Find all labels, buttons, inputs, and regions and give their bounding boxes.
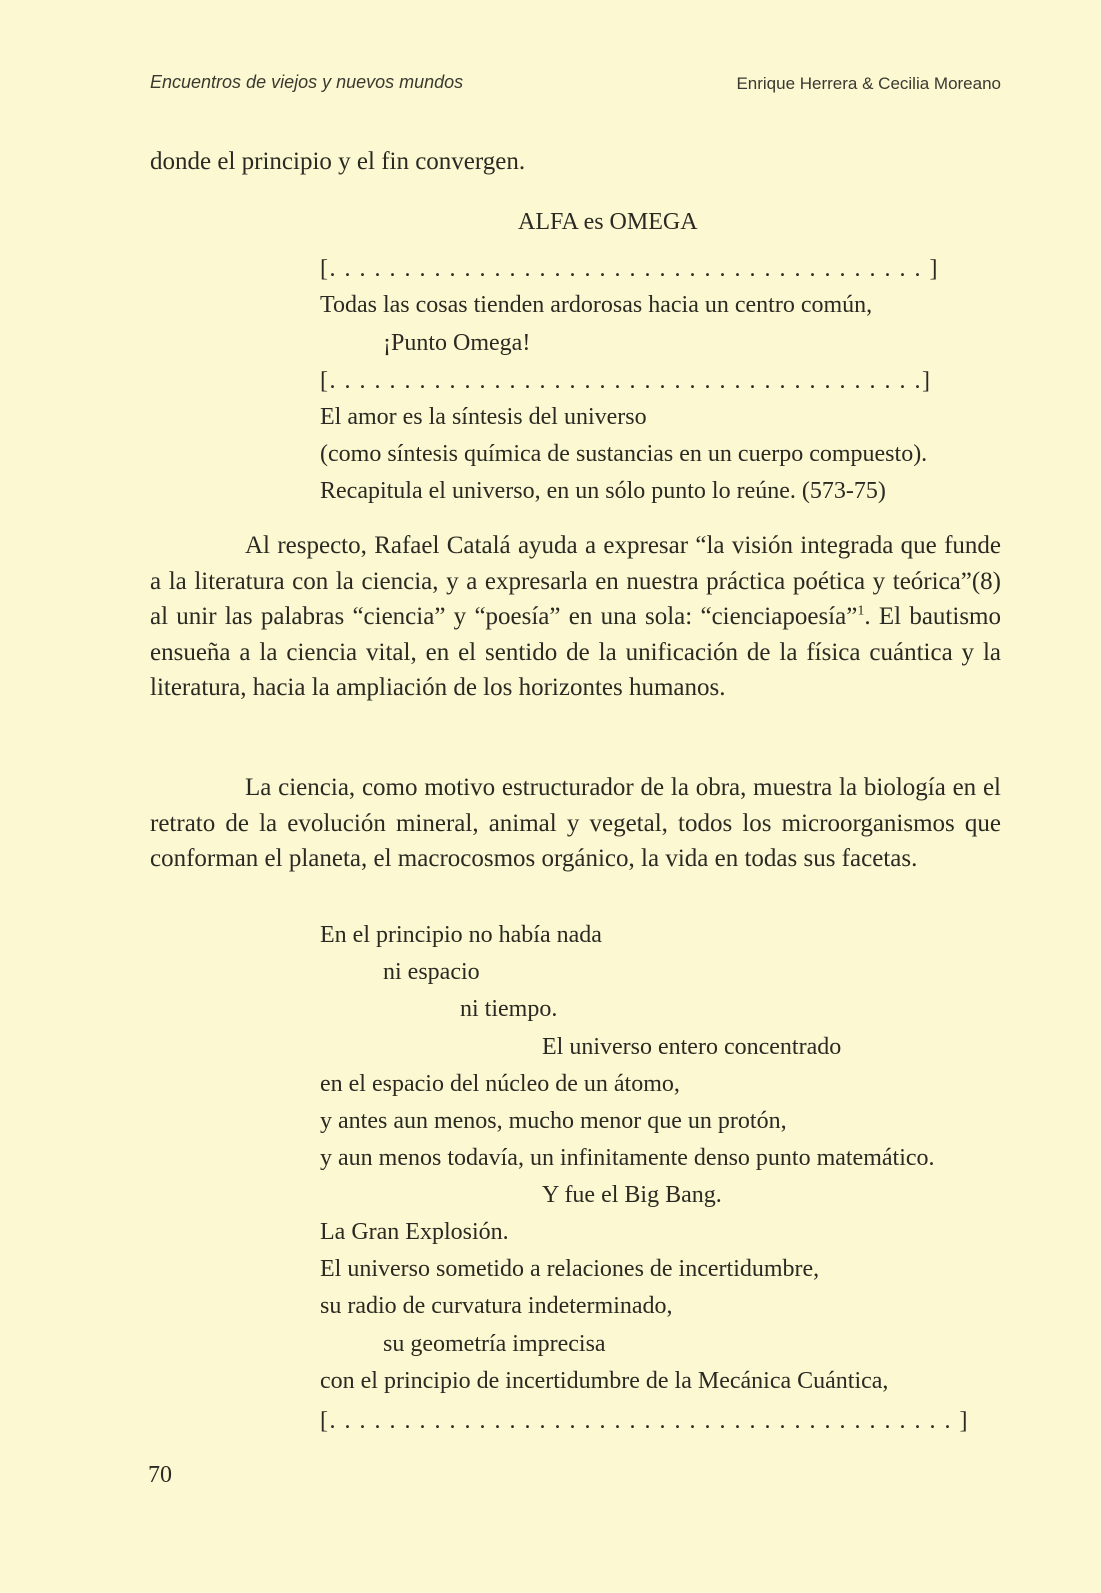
poem-line: y antes aun menos, mucho menor que un protón, [320,1108,787,1134]
poem-line: ¡Punto Omega! [383,330,531,356]
footnote-marker: 1 [857,603,865,619]
running-header-title: Encuentros de viejos y nuevos mundos [150,72,464,92]
page-number: 70 [148,1462,172,1488]
poem-line: su radio de curvatura indeterminado, [320,1293,673,1319]
poem-line: en el espacio del núcleo de un átomo, [320,1071,680,1097]
poem-line: y aun menos todavía, un infinitamente denso punto matemático. [320,1145,935,1171]
poem-line: con el principio de incertidumbre de la Mecánica Cuántica, [320,1368,889,1394]
poem-line: El amor es la síntesis del universo [320,404,647,430]
opening-line: donde el principio y el fin convergen. [150,148,526,175]
body-paragraph [150,770,1001,877]
poem-line: En el principio no había nada [320,922,602,948]
poem-line: El universo entero concentrado [542,1034,842,1060]
poem-line: Recapitula el universo, en un sólo punto lo reúne. (573-75) [320,478,886,504]
ellipsis-bracket: [. . . . . . . . . . . . . . . . . . . . . . . . . . . . . . . . . . . . . . . . ] [320,256,939,282]
poem-line: El universo sometido a relaciones de incertidumbre, [320,1256,820,1282]
poem-heading: ALFA es OMEGA [518,209,698,235]
poem-line: (como síntesis química de sustancias en un cuerpo compuesto). [320,441,928,467]
running-header-authors: Enrique Herrera & Cecilia Moreano [736,74,1001,93]
poem-line: ni espacio [383,959,480,985]
body-paragraph [150,528,1001,706]
paragraph-text: La ciencia, como motivo estructurador de la obra, muestra la biología en el retrato de la evolución mineral, animal y vegetal, todos los microorganismos que conforman el planeta, el macrocosmos orgánico, la vida en todas sus facetas. [150,774,1001,872]
ellipsis-bracket: [. . . . . . . . . . . . . . . . . . . . . . . . . . . . . . . . . . . . . . . . . . ] [320,1408,969,1434]
poem-line: La Gran Explosión. [320,1219,509,1245]
paragraph-text: Al respecto, Rafael Catalá ayuda a expresar “la visión integrada que funde a la literatura con la ciencia, y a expresarla en nuestra práctica poética y teórica”(8) al unir las palabras “ciencia” y “poesía” en una sola: “cienciapoesía” [150,532,1001,630]
poem-line: Todas las cosas tienden ardorosas hacia un centro común, [320,292,873,318]
paragraph-text: . El bautismo ensueña a la ciencia vital, en el sentido de la unificación de la física cuántica y la literatura, hacia la ampliación de los horizontes humanos. [150,603,1001,701]
poem-line: ni tiempo. [460,996,558,1022]
ellipsis-bracket: [. . . . . . . . . . . . . . . . . . . . . . . . . . . . . . . . . . . . . . . .] [320,368,932,394]
poem-line: su geometría imprecisa [383,1331,606,1357]
poem-line: Y fue el Big Bang. [542,1182,722,1208]
